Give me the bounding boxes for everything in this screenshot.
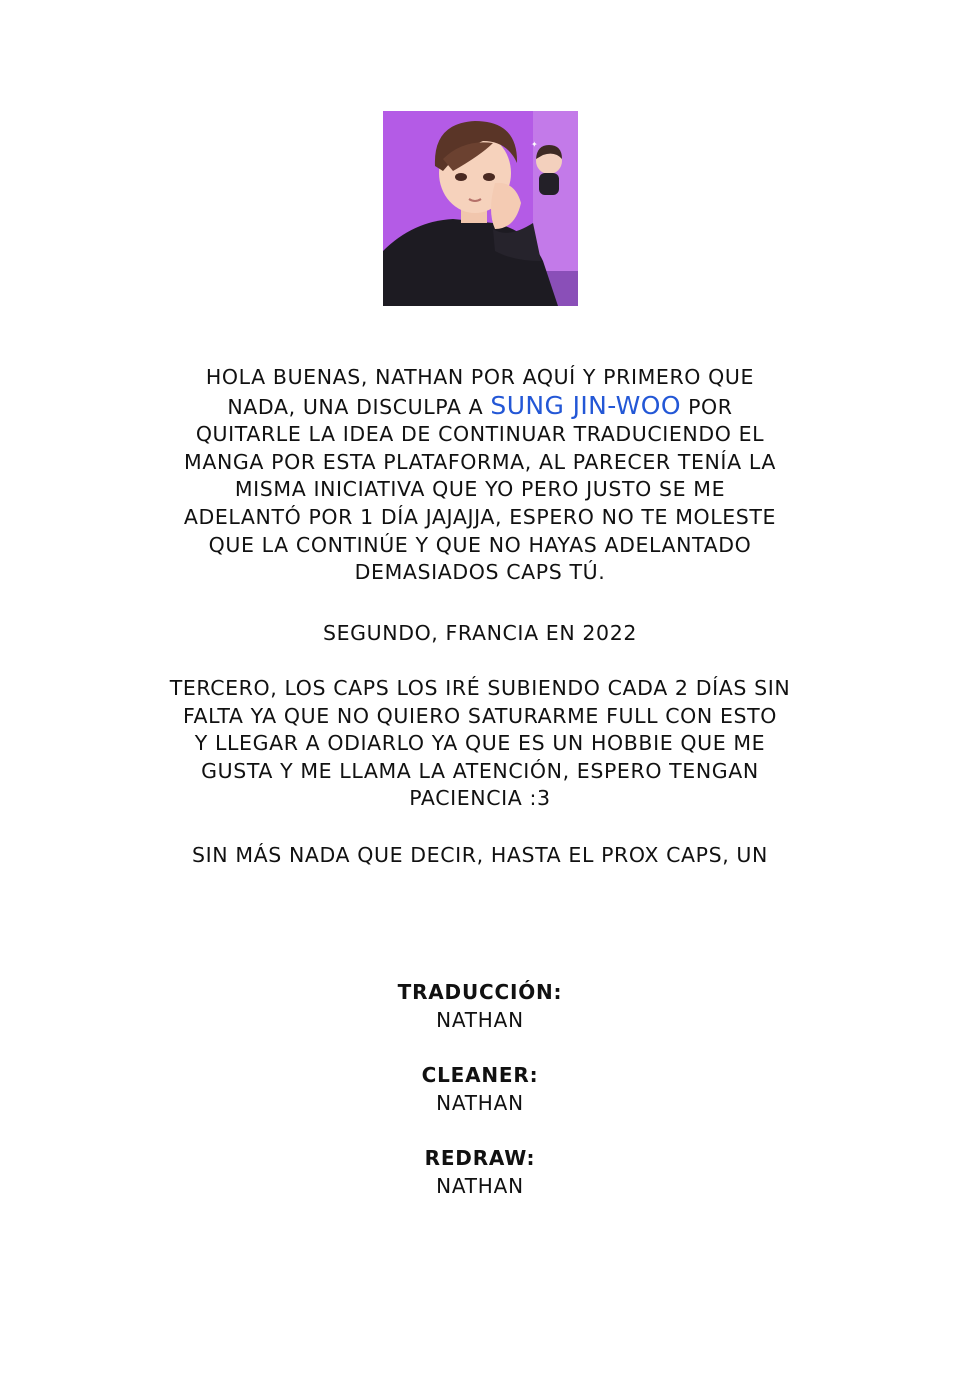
intro-line: HOLA BUENAS, NATHAN POR AQUÍ Y PRIMERO QUE — [205, 365, 755, 389]
svg-text:✦: ✦ — [531, 140, 538, 149]
intro-line: QUITARLE LA IDEA DE CONTINUAR TRADUCIENDO EL — [195, 422, 765, 447]
mention-highlight: SUNG JIN-WOO — [490, 390, 681, 420]
credit-name: NATHAN — [436, 1091, 524, 1115]
intro-line-start: NADA, UNA DISCULPA A — [227, 394, 491, 419]
third-line: PACIENCIA :3 — [409, 786, 551, 811]
profile-avatar — [383, 111, 578, 306]
intro-line-end: POR — [680, 394, 733, 419]
intro-paragraph — [110, 364, 850, 587]
intro-line: DEMASIADOS CAPS TÚ. — [354, 560, 606, 585]
intro-line: MANGA POR ESTA PLATAFORMA, AL PARECER TENÍA LA — [184, 449, 776, 474]
credit-translation — [280, 978, 680, 1034]
intro-line-with-mention — [110, 392, 850, 422]
credit-cleaner — [280, 1061, 680, 1117]
credit-redraw — [280, 1144, 680, 1200]
second-paragraph: SEGUNDO, FRANCIA EN 2022 — [323, 621, 637, 645]
credit-name: NATHAN — [436, 1008, 524, 1032]
intro-line: QUE LA CONTINÚE Y QUE NO HAYAS ADELANTADO — [208, 532, 752, 557]
credit-name: NATHAN — [436, 1174, 524, 1198]
credit-role: TRADUCCIÓN: — [397, 980, 563, 1004]
third-paragraph — [110, 675, 850, 813]
third-line: FALTA YA QUE NO QUIERO SATURARME FULL CON ESTO — [183, 703, 777, 728]
third-line: GUSTA Y ME LLAMA LA ATENCIÓN, ESPERO TENGAN — [201, 758, 759, 783]
closing-paragraph: SIN MÁS NADA QUE DECIR, HASTA EL PROX CAPS, UN — [192, 843, 768, 867]
credit-role: CLEANER: — [421, 1063, 539, 1087]
intro-line: ADELANTÓ POR 1 DÍA JAJAJJA, ESPERO NO TE MOLESTE — [183, 504, 777, 529]
intro-line: MISMA INICIATIVA QUE YO PERO JUSTO SE ME — [234, 477, 726, 502]
credit-role: REDRAW: — [424, 1146, 536, 1170]
third-line: TERCERO, LOS CAPS LOS IRÉ SUBIENDO CADA 2 DÍAS SIN — [169, 676, 791, 700]
profile-avatar-icon — [383, 111, 578, 306]
third-line: Y LLEGAR A ODIARLO YA QUE ES UN HOBBIE QUE ME — [194, 731, 766, 756]
